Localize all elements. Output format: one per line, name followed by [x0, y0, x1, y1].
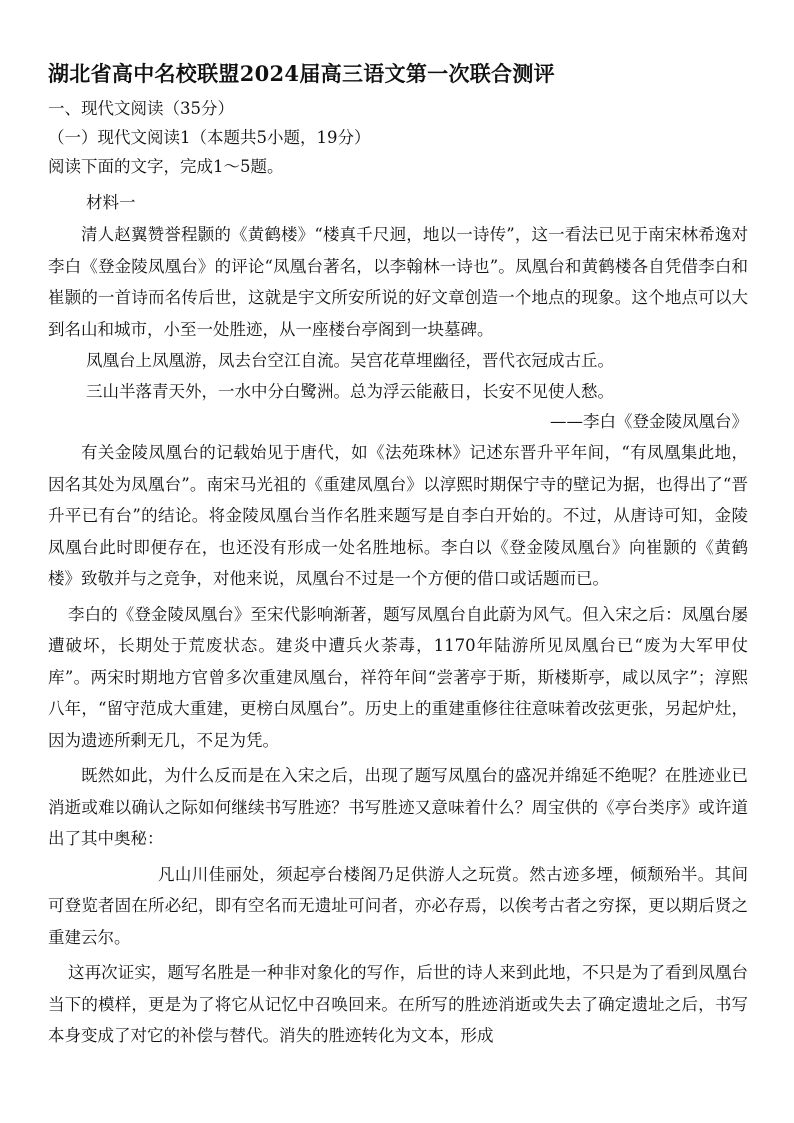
section-subheading: （一）现代文阅读1（本题共5小题，19分） — [48, 128, 371, 147]
poem-attribution: ——李白《登金陵凤凰台》 — [550, 412, 748, 431]
paragraph-2: 有关金陵凤凰台的记载始见于唐代，如《法苑珠林》记述东晋升平年间，“有凤凰集此地，因名其处为凤凰台”。南宋马光祖的《重建凤凰台》以淳熙时期保宁寺的壁记为据，也得出了“晋升平已有台”的结论。将金陵凤凰台当作名胜来题写是自李白开始的。不过，从唐诗可知，金陵凤凰台此时即便存在，也还没有形成一处名胜地标。李白以《登金陵凤凰台》向崔颢的《黄鹤楼》致敬并与之竞争，对他来说，凤凰台不过是一个方便的借口或话题而已。 — [48, 443, 748, 588]
document-page — [48, 58, 748, 1052]
material-label: 材料一 — [86, 193, 136, 212]
page-title: 湖北省高中名校联盟2024届高三语文第一次联合测评 — [48, 61, 555, 86]
poem-line-1: 凤凰台上凤凰游，凤去台空江自流。吴宫花草埋幽径，晋代衣冠成古丘。 — [86, 351, 614, 370]
paragraph-3: 李白的《登金陵凤凰台》至宋代影响渐著，题写凤凰台自此蔚为风气。但入宋之后：凤凰台屡遭破坏，长期处于荒废状态。建炎中遭兵火荼毒，1170年陆游所见凤凰台已“废为大军甲仗库”。两宋时期地方官曾多次重建凤凰台，祥符年间“尝著亭于斯，斯楼斯亭，咸以凤字”；淳熙八年，“留守范成大重建，更榜白凤凰台”。历史上的重建重修往往意味着改弦更张，另起炉灶，因为遗迹所剩无几，不足为凭。 — [48, 604, 748, 750]
paragraph-4: 既然如此，为什么反而是在入宋之后，出现了题写凤凰台的盛况并绵延不绝呢？在胜迹业已消逝或难以确认之际如何继续书写胜迹？书写胜迹又意味着什么？周宝供的《亭台类序》或许道出了其中奥秘： — [48, 766, 748, 848]
quoted-passage: 凡山川佳丽处，须起亭台楼阁乃足供游人之玩赏。然古迹多堙，倾颓殆半。其间可登览者固在所必纪，即有空名而无遗址可问者，亦必存焉，以俟考古者之穷探，更以期后贤之重建云尔。 — [48, 864, 748, 947]
paragraph-1: 清人赵翼赞誉程颢的《黄鹤楼》“楼真千尺迥，地以一诗传”，这一看法已见于南宋林希逸对李白《登金陵凤凰台》的评论“凤凰台著名，以李翰林一诗也”。凤凰台和黄鹤楼各自凭借李白和崔颢的一首诗而名传后世，这就是宇文所安所说的好文章创造一个地点的现象。这个地点可以大到名山和城市，小至一处胜迹，从一座楼台亭阁到一块墓碑。 — [48, 225, 748, 339]
section-heading: 一、现代文阅读（35分） — [48, 99, 234, 118]
instruction-text: 阅读下面的文字，完成1～5题。 — [48, 157, 284, 176]
paragraph-5: 这再次证实，题写名胜是一种非对象化的写作，后世的诗人来到此地，不只是为了看到凤凰台当下的模样，更是为了将它从记忆中召唤回来。在所写的胜迹消逝或失去了确定遗址之后，书写本身变成了对它的补偿与替代。消失的胜迹转化为文本，形成 — [48, 963, 748, 1045]
poem-line-2: 三山半落青天外，一水中分白鹭洲。总为浮云能蔽日，长安不见使人愁。 — [86, 382, 614, 401]
